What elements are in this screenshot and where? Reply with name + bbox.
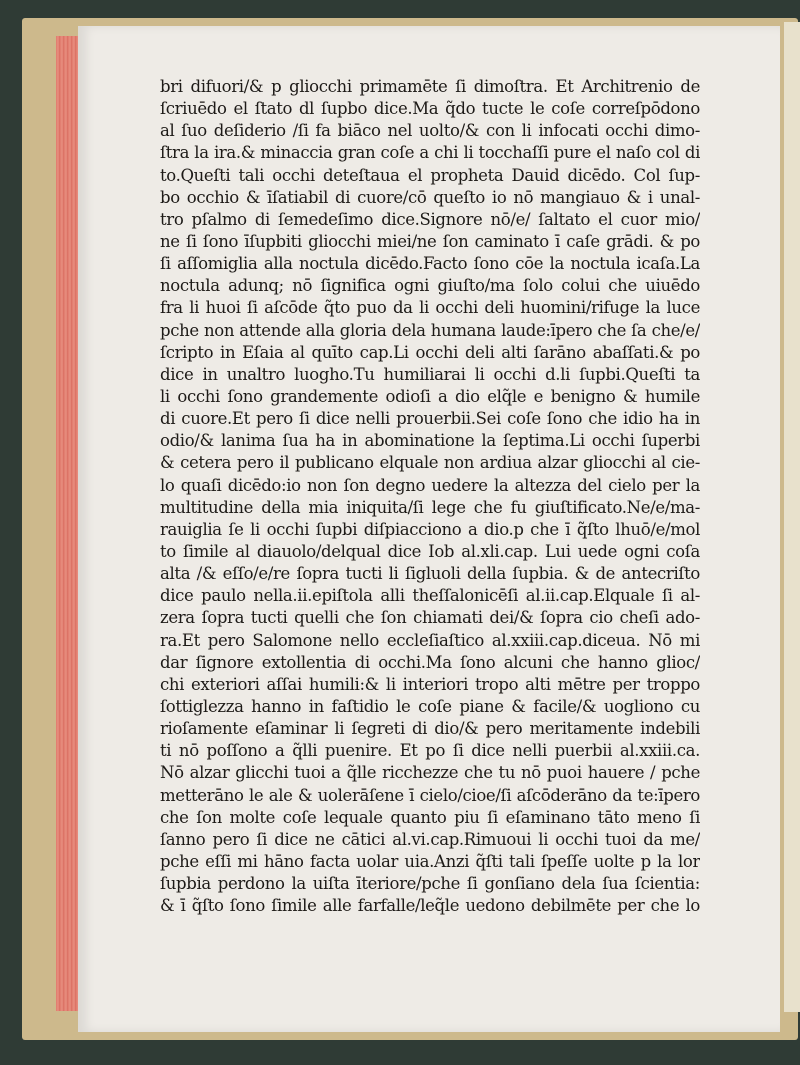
text-line: to.Queſti tali occhi deteſtaua el propheta Dauid dicēdo. Col ſup- [160, 165, 700, 185]
text-line: chi exteriori aſſai humili:& li interiori tropo alti mētre per troppo [160, 674, 700, 694]
text-line: ſtra la ira.& minaccia gran coſe a chi li tocchaſſi pure el naſo col di [160, 143, 700, 163]
text-line: bo occhio & īſatiabil di cuore/cō queſto io nō mangiauo & i unal- [160, 187, 700, 207]
text-line: di cuore.Et pero ſi dice nelli prouerbii.Sei coſe ſono che idio ha in [160, 409, 700, 429]
text-line: noctula adunq; nō ſignifica ogni giuſto/ma ſolo colui che uiuēdo [160, 276, 700, 296]
text-block [160, 76, 700, 917]
text-line: to ſimile al diauolo/delqual dice Iob al.xli.cap. Lui uede ogni coſa [160, 541, 700, 561]
text-line: dice in unaltro luogho.Tu humiliarai li occhi d.li ſupbi.Queſti ta [160, 364, 700, 384]
text-line: alta /& eſſo/e/re ſopra tucti li ſigluoli della ſupbia. & de antecriſto [160, 564, 700, 584]
text-line: odio/& lanima ſua ha in abominatione la ſeptima.Li occhi ſuperbi [160, 431, 700, 451]
text-line: rauiglia ſe li occhi ſupbi diſpiacciono a dio.p che ī q̃ſto lhuō/e/mol [160, 519, 700, 539]
text-line: ſcriuēdo el ſtato dl ſupbo dice.Ma q̃do tucte le coſe correſpōdono [160, 99, 700, 119]
text-line: & cetera pero il publicano elquale non ardiua alzar gliocchi al cie- [160, 453, 700, 473]
text-line: Nō alzar glicchi tuoi a q̃lle ricchezze che tu nō puoi hauere / pche [160, 763, 700, 783]
text-line: dar ſignore extollentia di occhi.Ma ſono alcuni che hanno glioc/ [160, 652, 700, 672]
text-line: li occhi ſono grandemente odioſi a dio elq̃le e benigno & humile [160, 386, 700, 406]
text-line: lo quaſi dicēdo:io non ſon degno uedere la altezza del cielo per la [160, 475, 700, 495]
text-line: ſupbia perdono la uiſta īteriore/pche ſi gonſiano dela ſua ſcientia: [160, 874, 700, 894]
text-line: metterāno le ale & uolerāſene ī cielo/cioe/ſi aſcōderāno da te:īpero [160, 785, 700, 805]
text-line: pche non attende alla gloria dela humana laude:īpero che ſa che/e/ [160, 320, 700, 340]
text-line: ſanno pero ſi dice ne cātici al.vi.cap.Rimuoui li occhi tuoi da me/ [160, 829, 700, 849]
text-line: ra.Et pero Salomone nello eccleſiaſtico al.xxiii.cap.diceua. Nō mi [160, 630, 700, 650]
text-line: che ſon molte coſe lequale quanto piu ſi eſaminano tāto meno ſi [160, 807, 700, 827]
text-line: ſottiglezza hanno in faſtidio le coſe piane & facile/& uogliono cu [160, 696, 700, 716]
text-line: pche eſſi mi hāno facta uolar uia.Anzi q̃ſti tali ſpeſſe uolte p la lor [160, 851, 700, 871]
text-line: ſi aſſomiglia alla noctula dicēdo.Facto ſono cōe la noctula icaſa.La [160, 254, 700, 274]
text-line: ti nō poſſono a q̃lli puenire. Et po ſi dice nelli puerbii al.xxiii.ca. [160, 741, 700, 761]
text-line: fra li huoi ſi aſcōde q̃to puo da li occhi deli huomini/rifuge la luce [160, 298, 700, 318]
book-page [78, 26, 780, 1032]
text-line: al ſuo deſiderio /ſi fa biāco nel uolto/& con li infocati occhi dimo- [160, 121, 700, 141]
facing-page-edge [784, 22, 800, 1012]
text-line: dice paulo nella.ii.epiſtola alli theſſalonicēſi al.ii.cap.Elquale ſi al- [160, 586, 700, 606]
text-line: ſcripto in Eſaia al quīto cap.Li occhi deli alti ſarāno abaſſati.& po [160, 342, 700, 362]
text-line: multitudine della mia iniquita/ſi lege che fu giuſtificato.Ne/e/ma- [160, 497, 700, 517]
text-line: tro pſalmo di ſemedeſimo dice.Signore nō/e/ ſaltato el cuor mio/ [160, 209, 700, 229]
text-line: rioſamente eſaminar li ſegreti di dio/& pero meritamente indebili [160, 719, 700, 739]
text-line: & ī q̃ſto ſono ſimile alle farfalle/leq̃le uedono debilmēte per che lo [160, 896, 700, 916]
text-line: zera ſopra tucti quelli che ſon chiamati dei/& ſopra cio cheſi ado- [160, 608, 700, 628]
text-line: ne ſi ſono īſupbiti gliocchi miei/ne ſon caminato ī caſe grādi. & po [160, 231, 700, 251]
text-line: bri difuori/& p gliocchi primamēte ſi dimoſtra. Et Architrenio de [160, 77, 700, 96]
